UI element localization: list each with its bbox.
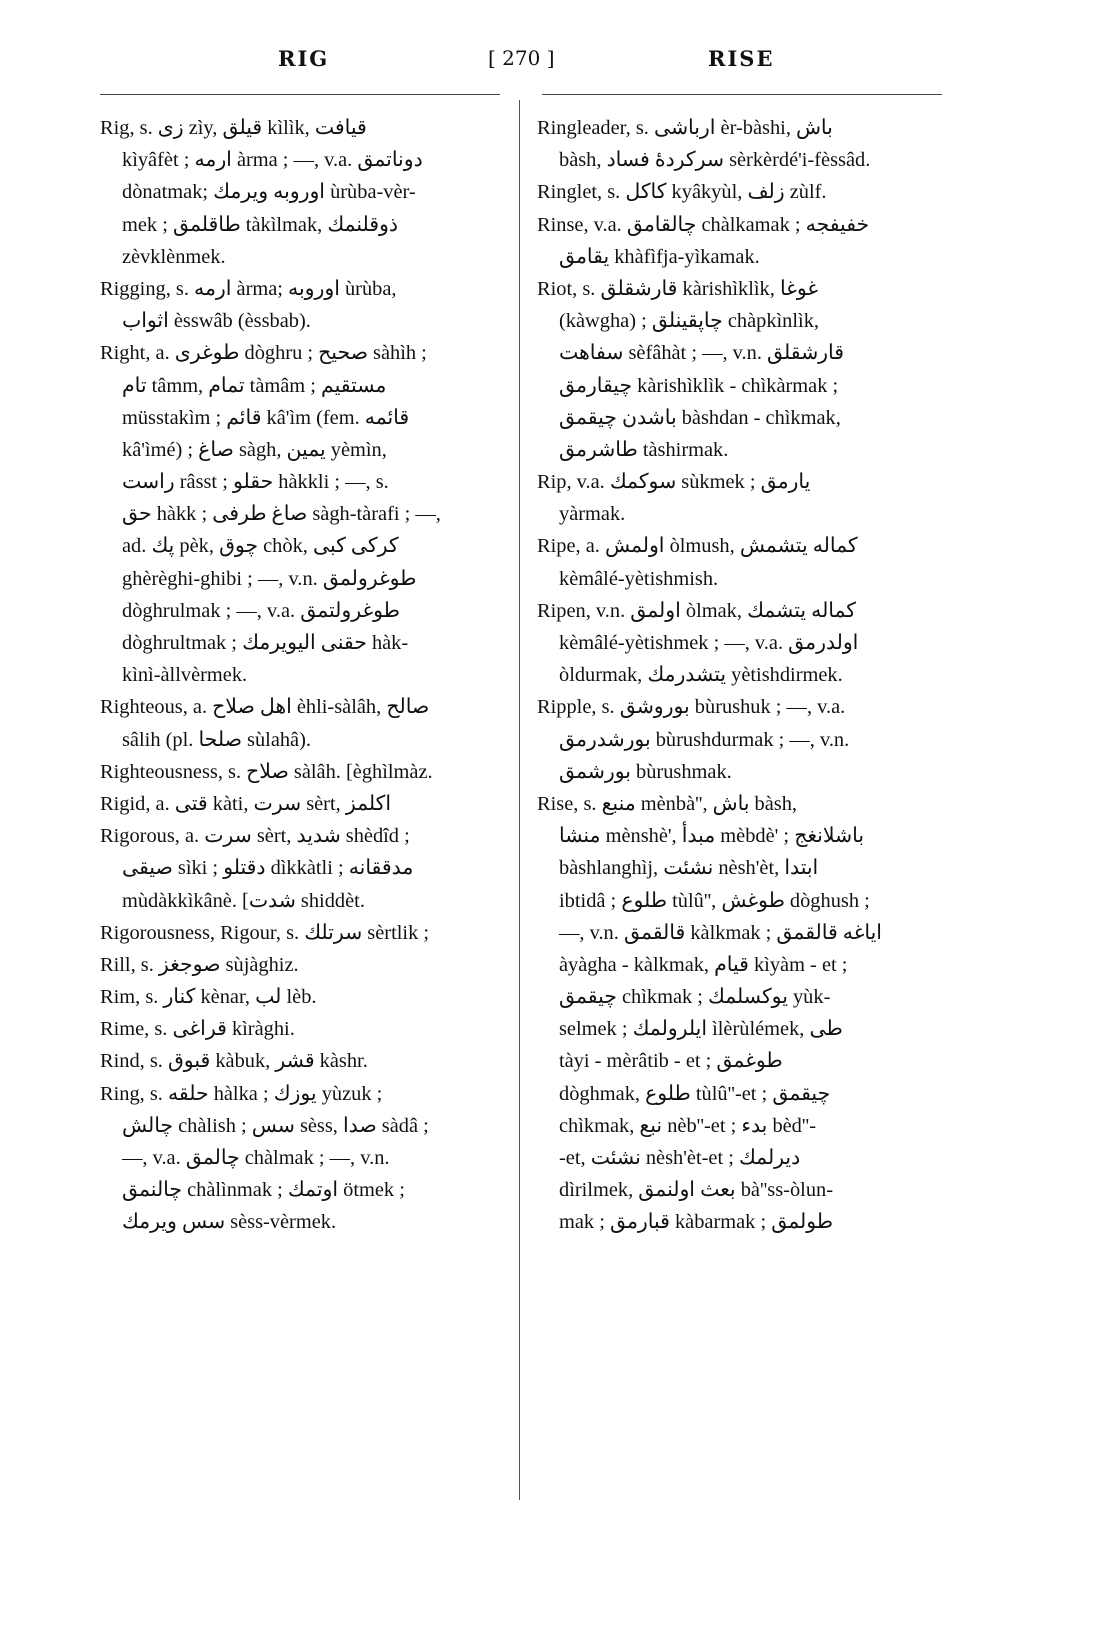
- entry-line: سس ويرمك sèss-vèrmek.: [122, 1211, 337, 1234]
- entry-line: Rig, s. زى zìy, قيلق kìlìk, قيافت: [100, 117, 367, 139]
- left-column: [100, 112, 508, 1239]
- entry-line: بورشمق bùrushmak.: [559, 760, 732, 783]
- entry-line: sâlih (pl. صلحا sùlahâ).: [122, 728, 311, 751]
- entry-line: kìyâfèt ; ارمه àrma ; —, v.a. دوناتمق: [122, 149, 423, 172]
- header-left-guide-word: RIG: [278, 46, 330, 71]
- entry-line: yàrmak.: [559, 503, 626, 526]
- entry-line: mùdàkkìkânè. [شدت shiddèt.: [122, 889, 365, 912]
- entry-line: Ripple, s. بوروشق bùrushuk ; —, v.a.: [537, 696, 846, 719]
- page-header: [0, 46, 1113, 86]
- entry-line: dìrilmek, بعث اولنمق bà''ss-òlun-: [559, 1179, 834, 1202]
- entry-line: Ring, s. حلقه hàlka ; يوزك yùzuk ;: [100, 1082, 383, 1105]
- entry-line: Rime, s. قراغى kìràghi.: [100, 1018, 295, 1041]
- entry-line: بورشدرمق bùrushdurmak ; —, v.n.: [559, 728, 850, 751]
- entry-line: dòghmak, طلوع tùlû''-et ; چيقمق: [559, 1082, 831, 1105]
- entry-line: òldurmak, يتشدرمك yètishdirmek.: [559, 664, 843, 687]
- entry-line: chìkmak, نبع nèb''-et ; بدء bèd''-: [559, 1114, 817, 1137]
- entry-line: Rigging, s. ارمه àrma; اوروبه ùrùba,: [100, 277, 397, 300]
- entry-line: Ripe, a. اولمش òlmush, كماله يتشمش: [537, 535, 858, 558]
- entry-line: يقامق khàfìfja-yìkamak.: [559, 245, 760, 268]
- header-rule-right: [542, 94, 942, 95]
- entry-line: Riot, s. قارشقلق kàrishìklìk, غوغا: [537, 277, 819, 300]
- entry-line: Rip, v.a. سوكمك sùkmek ; يارمق: [537, 471, 811, 494]
- entry-line: صيقى sìki ; دقتلو dìkkàtli ; مدققانه: [122, 857, 414, 880]
- entry-line: müsstakìm ; قائم kâ'ìm (fem. قائمه: [122, 406, 410, 429]
- entry-line: zèvklènmek.: [122, 245, 226, 268]
- entry-line: چالش chàlish ; سس sèss, صدا sàdâ ;: [122, 1114, 429, 1137]
- entry-line: Rind, s. قبوق kàbuk, قشر kàshr.: [100, 1050, 368, 1073]
- entry-line: Righteousness, s. صلاح sàlâh. [èghìlmàz.: [100, 760, 433, 783]
- entry-line: dòghrultmak ; حقنى اليويرمك hàk-: [122, 632, 409, 654]
- entry-line: (kàwgha) ; چاپقينلق chàpkìnlìk,: [559, 310, 820, 333]
- entry-line: —, v.a. چالمق chàlmak ; —, v.n.: [122, 1147, 390, 1169]
- entry-line: چالنمق chàlìnmak ; اوتمك ötmek ;: [122, 1179, 405, 1202]
- entry-line: منشا mènshè', مبدأ mèbdè' ; باشلانغج: [559, 825, 865, 848]
- entry-line: -et, نشئت nèsh'èt-et ; ديرلمك: [559, 1147, 801, 1169]
- right-column: [537, 112, 947, 1239]
- header-right-guide-word: RISE: [708, 46, 775, 71]
- entry-line: Ripen, v.n. اولمق òlmak, كماله يتشمك: [537, 599, 857, 622]
- entry-line: —, v.n. قالقمق kàlkmak ; اياغه قالقمق: [559, 921, 882, 944]
- entry-line: bàsh, سركردهٔ فساد sèrkèrdé'i-fèssâd.: [559, 149, 871, 172]
- entry-line: Rigid, a. قتى kàti, سرت sèrt, اكلمز: [100, 792, 391, 815]
- entry-line: اثواب èsswâb (èssbab).: [122, 310, 311, 333]
- header-rule-left: [100, 94, 500, 95]
- entry-line: mek ; طاقلمق tàkìlmak, ذوقلنمك: [122, 213, 398, 236]
- entry-line: Ringleader, s. ارباشى èr-bàshi, باش: [537, 117, 833, 139]
- entry-line: dòghrulmak ; —, v.a. طوغرولتمق: [122, 599, 400, 622]
- entry-line: Rim, s. كنار kènar, لب lèb.: [100, 986, 317, 1009]
- entry-line: Rinse, v.a. چالقامق chàlkamak ; خفيفجه: [537, 213, 870, 236]
- entry-line: kâ'ìmé) ; صاغ sàgh, يمين yèmìn,: [122, 438, 387, 461]
- entry-line: چيقمق chìkmak ; يوكسلمك yùk-: [559, 986, 831, 1009]
- entry-line: Rigorousness, Rigour, s. سرتلك sèrtlik ;: [100, 921, 430, 944]
- entry-line: Righteous, a. اهل صلاح èhli-sàlâh, صالح: [100, 696, 430, 719]
- entry-line: àyàgha - kàlkmak, قيام kìyàm - et ;: [559, 953, 848, 976]
- entry-line: selmek ; ايلرولمك ìlèrùlémek, طى: [559, 1018, 843, 1041]
- entry-line: طاشرمق tàshirmak.: [559, 438, 729, 461]
- entry-line: kèmâlé-yètishmek ; —, v.a. اولدرمق: [559, 632, 859, 654]
- entry-line: Rigorous, a. سرت sèrt, شديد shèdîd ;: [100, 825, 410, 848]
- column-divider: [519, 100, 520, 1500]
- entry-line: kèmâlé-yètishmish.: [559, 567, 719, 590]
- entry-line: ibtidâ ; طلوع tùlû'', طوغش dòghush ;: [559, 889, 870, 912]
- entry-line: ad. پك pèk, چوق chòk, كركى كبى: [122, 535, 399, 558]
- entry-line: tàyi - mèrâtib - et ; طوغمق: [559, 1050, 783, 1073]
- entry-line: چيقارمق kàrishìklìk - chìkàrmak ;: [559, 374, 839, 397]
- entry-line: Rill, s. صوجغز sùjàghiz.: [100, 953, 299, 976]
- entry-line: Right, a. طوغرى dòghru ; صحيح sàhìh ;: [100, 342, 427, 365]
- entry-line: bàshlanghìj, نشئت nèsh'èt, ابتدا: [559, 857, 819, 880]
- entry-line: حق hàkk ; صاغ طرفى sàgh-tàrafi ; —,: [122, 503, 441, 526]
- entry-line: تام tâmm, تمام tàmâm ; مستقيم: [122, 374, 387, 397]
- entry-line: kìnì-àllvèrmek.: [122, 664, 248, 687]
- entry-line: dònatmak; اوروبه ويرمك ùrùba-vèr-: [122, 181, 416, 204]
- entry-line: mak ; قبارمق kàbarmak ; طولمق: [559, 1211, 833, 1234]
- entry-line: باشدن چيقمق bàshdan - chìkmak,: [559, 406, 841, 429]
- entry-line: سفاهت sèfâhàt ; —, v.n. قارشقلق: [559, 342, 844, 365]
- entry-line: Rise, s. منبع mènbà'', باش bàsh,: [537, 792, 798, 815]
- entry-line: Ringlet, s. كاكل kyâkyùl, زلف zùlf.: [537, 181, 827, 204]
- entry-line: ghèrèghi-ghibi ; —, v.n. طوغرولمق: [122, 567, 417, 590]
- header-page-number: [ 270 ]: [488, 46, 555, 70]
- entry-line: راست râsst ; حقلو hàkkli ; —, s.: [122, 471, 389, 494]
